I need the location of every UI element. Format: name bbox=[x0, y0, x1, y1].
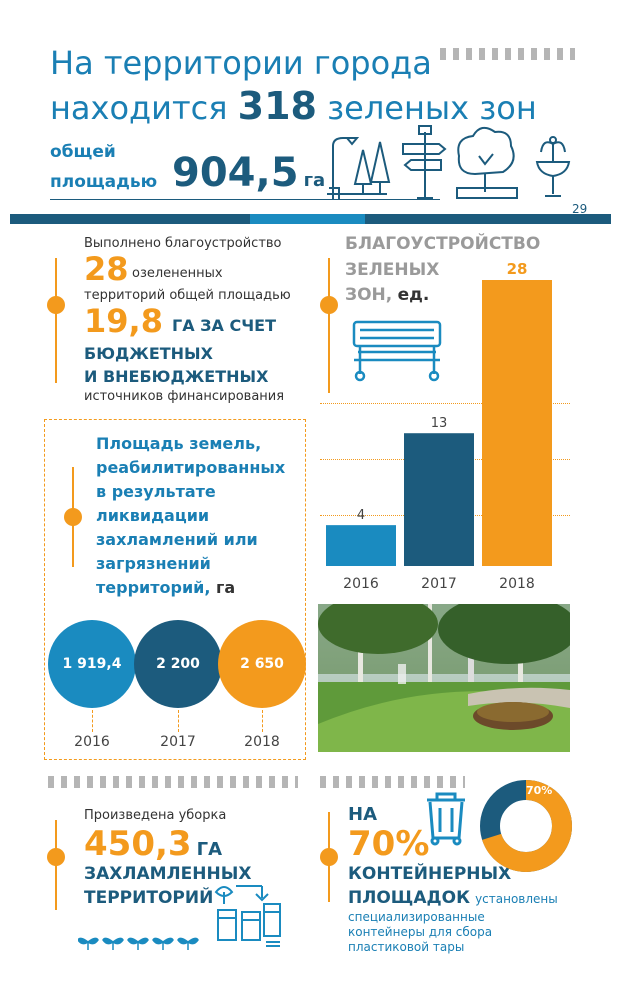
land-unit: га bbox=[216, 578, 236, 597]
improvement-intro: Выполнено благоустройство bbox=[84, 236, 282, 251]
land-title-1: Площадь земель, bbox=[96, 434, 262, 453]
area-value bbox=[172, 150, 325, 196]
chart-title-1: БЛАГОУСТРОЙСТВО bbox=[345, 234, 541, 254]
trash-bin-icon bbox=[423, 788, 469, 846]
cleanup-text-2: ТЕРРИТОРИЙ bbox=[84, 888, 214, 908]
tree-icon bbox=[457, 128, 517, 198]
header-dashes bbox=[440, 48, 575, 60]
containers-text-2-row bbox=[348, 888, 558, 908]
bar-label-2016: 4 bbox=[356, 508, 366, 524]
area-unit: га bbox=[303, 170, 326, 191]
improvement-count-text-1: озелененных bbox=[132, 266, 223, 281]
land-circle-2016: 1 919,4 bbox=[48, 620, 136, 708]
title-line2-pre: находится bbox=[50, 89, 228, 127]
improvement-area-text-1: ГА ЗА СЧЕТ bbox=[172, 316, 276, 335]
land-year-2016: 2016 bbox=[74, 734, 110, 750]
improvement-area: 19,8 bbox=[84, 302, 163, 340]
park-photo bbox=[318, 604, 570, 752]
containers-text-1: КОНТЕЙНЕРНЫХ bbox=[348, 864, 512, 884]
bar-chart bbox=[320, 250, 570, 595]
page-number: 29 bbox=[572, 202, 588, 216]
area-label-2: площадью bbox=[50, 172, 158, 192]
header-stripe-accent bbox=[250, 214, 365, 224]
title-line1: На территории города bbox=[50, 44, 432, 82]
title-line2-post: зеленых зон bbox=[327, 89, 537, 127]
sprouts-icon bbox=[78, 932, 208, 952]
containers-text-6: пластиковой тары bbox=[348, 940, 465, 954]
cleanup-text-1: ЗАХЛАМЛЕННЫХ bbox=[84, 864, 252, 884]
signpost-icon bbox=[403, 126, 445, 200]
chart-title-2: ЗЕЛЕНЫХ bbox=[345, 260, 440, 280]
containers-percent: 70% bbox=[348, 824, 430, 864]
cleanup-value bbox=[84, 824, 222, 864]
improvement-area-text-2: БЮДЖЕТНЫХ bbox=[84, 344, 213, 363]
left-top-line bbox=[55, 258, 57, 383]
land-dot bbox=[64, 508, 82, 526]
land-circle-2017: 2 200 bbox=[134, 620, 222, 708]
containers-text-4: специализированные bbox=[348, 910, 485, 924]
land-title-3: в результате bbox=[96, 482, 216, 501]
containers-text-5: контейнеры для сбора bbox=[348, 925, 493, 939]
cleanup-number: 450,3 bbox=[84, 824, 192, 864]
x-tick-2017: 2017 bbox=[421, 576, 457, 592]
x-tick-2016: 2016 bbox=[343, 576, 379, 592]
containers-desc bbox=[348, 910, 492, 955]
land-tick-2016 bbox=[92, 710, 93, 732]
bottom-dashes-right bbox=[320, 776, 465, 788]
left-top-dot bbox=[47, 296, 65, 314]
land-title-7-text: территорий, bbox=[96, 578, 211, 597]
cleanup-unit: ГА bbox=[196, 839, 223, 860]
improvement-count-text-2: территорий общей площадью bbox=[84, 288, 291, 303]
zones-count: 318 bbox=[237, 84, 317, 128]
chart-title-3-text: ЗОН, bbox=[345, 285, 393, 305]
containers-dot bbox=[320, 848, 338, 866]
land-circle-2018: 2 650 bbox=[218, 620, 306, 708]
land-title-5: захламлений или bbox=[96, 530, 258, 549]
land-title-4: ликвидации bbox=[96, 506, 210, 525]
fountain-icon bbox=[537, 137, 569, 196]
land-title-2: реабилитированных bbox=[96, 458, 286, 477]
containers-text-2: ПЛОЩАДОК bbox=[348, 888, 470, 908]
improvement-area-text-3: И ВНЕБЮДЖЕТНЫХ bbox=[84, 367, 269, 386]
area-number: 904,5 bbox=[172, 150, 299, 196]
land-title-6: загрязнений bbox=[96, 554, 211, 573]
waste-bins-icon bbox=[212, 882, 284, 950]
area-label-1: общей bbox=[50, 142, 116, 162]
land-title-7 bbox=[96, 576, 285, 600]
cleanup-dot bbox=[47, 848, 65, 866]
improvement-area-text-4: источников финансирования bbox=[84, 389, 285, 404]
donut-label: 70% bbox=[526, 784, 553, 797]
bar-2017 bbox=[404, 433, 474, 566]
x-tick-2018: 2018 bbox=[499, 576, 535, 592]
land-year-2018: 2018 bbox=[244, 734, 280, 750]
bar-2018 bbox=[482, 280, 552, 566]
bottom-dashes-left bbox=[48, 776, 298, 788]
park-icons bbox=[325, 122, 575, 202]
sprout-icon bbox=[78, 938, 98, 950]
land-tick-2017 bbox=[178, 710, 179, 732]
containers-pre: НА bbox=[348, 804, 377, 825]
bar-2016 bbox=[326, 525, 396, 566]
lamp-trees-icon bbox=[327, 138, 389, 200]
land-tick-2018 bbox=[262, 710, 263, 732]
bar-label-2018: 28 bbox=[506, 260, 528, 278]
land-year-2017: 2017 bbox=[160, 734, 196, 750]
containers-text-3: установлены bbox=[475, 892, 558, 906]
chart-unit: ед. bbox=[397, 285, 430, 305]
cleanup-intro: Произведена уборка bbox=[84, 808, 227, 823]
bar-label-2017: 13 bbox=[430, 416, 448, 432]
land-title bbox=[96, 432, 285, 600]
improvement-count: 28 bbox=[84, 250, 129, 288]
